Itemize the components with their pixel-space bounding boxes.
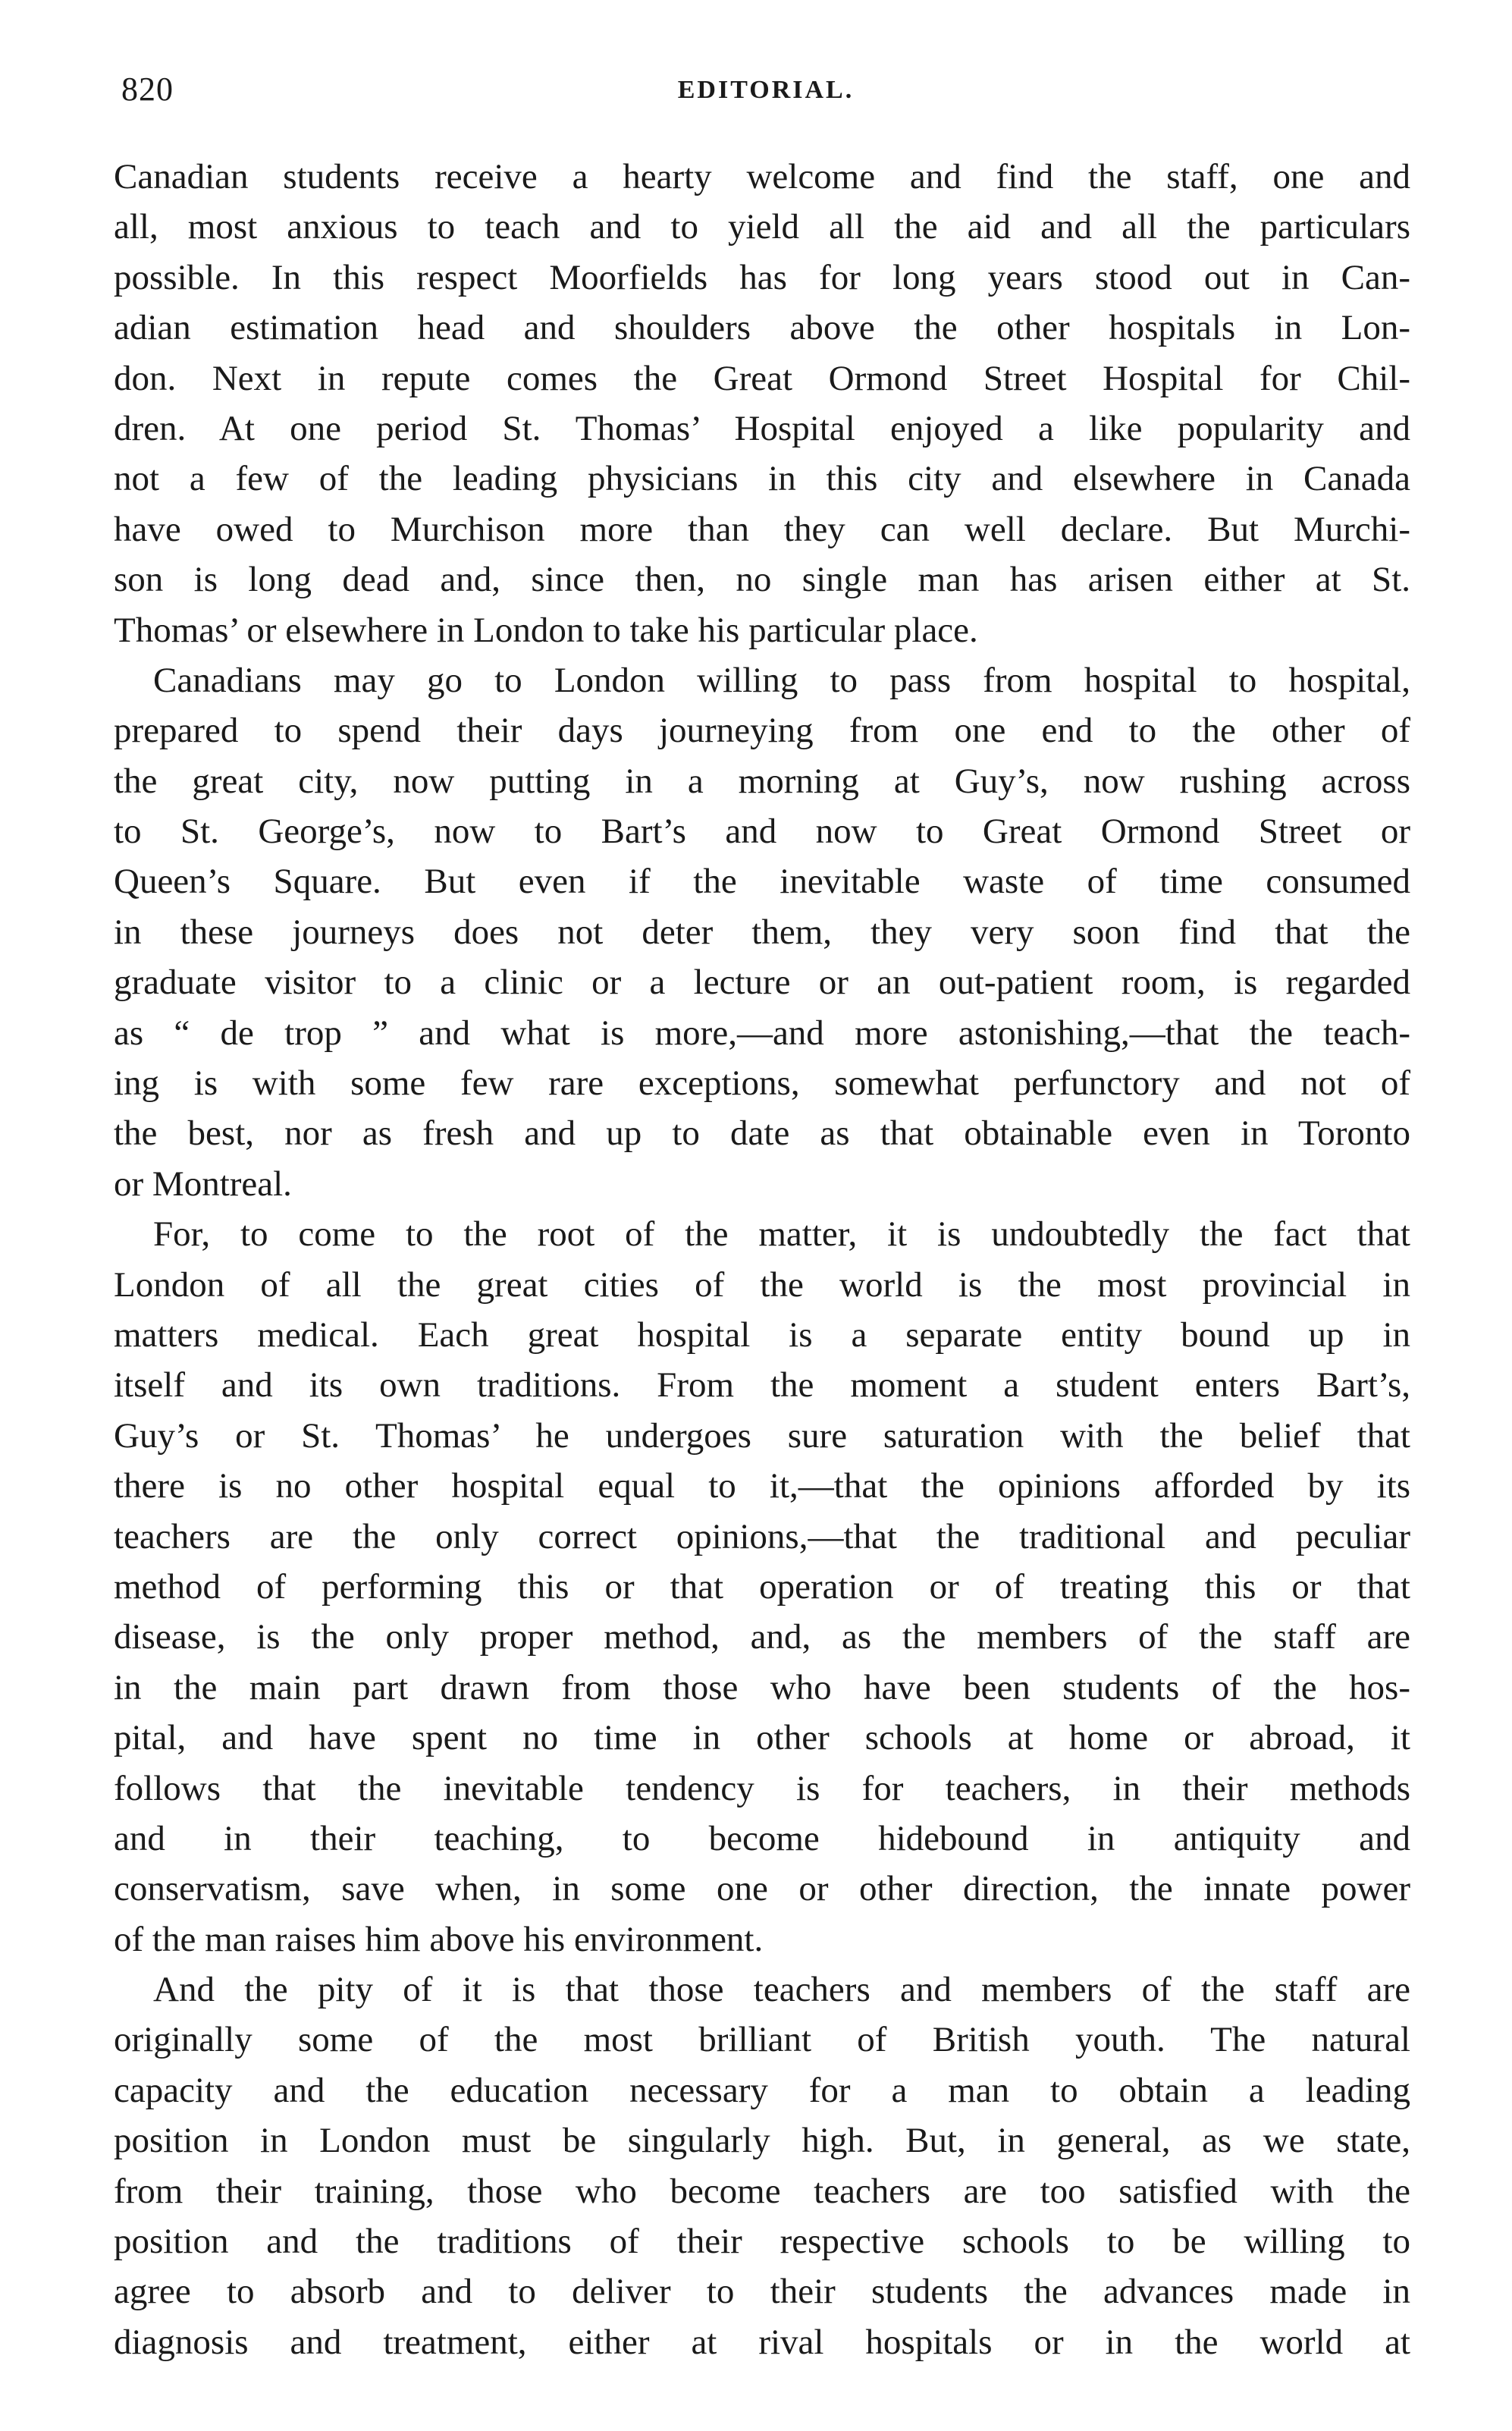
text-line: position and the traditions of their respective schools to be willing to: [114, 2222, 1410, 2262]
text-line: son is long dead and, since then, no single man has arisen either at St.: [114, 560, 1410, 600]
text-line: possible. In this respect Moorfields has for long years stood out in Can-: [114, 257, 1410, 297]
section-title: EDITORIAL.: [677, 76, 855, 104]
text-line: London of all the great cities of the world is the most provincial in: [114, 1264, 1410, 1305]
text-line: position in London must be singularly high. But, in general, as we state,: [114, 2121, 1410, 2161]
text-line: prepared to spend their days journeying from one end to the other of: [114, 711, 1410, 751]
text-line: For, to come to the root of the matter, it is undoubtedly the fact that: [153, 1214, 1410, 1255]
text-line: Thomas’ or elsewhere in London to take his particular place.: [114, 610, 978, 650]
paragraph: [114, 1209, 1410, 1965]
text-line: And the pity of it is that those teachers and members of the staff are: [153, 1970, 1410, 2010]
text-line: or Montreal.: [114, 1164, 292, 1204]
text-line: to St. George’s, now to Bart’s and now to Great Ormond Street or: [114, 812, 1410, 852]
body-text: [114, 152, 1410, 2367]
text-line: have owed to Murchison more than they can well declare. But Murchi-: [114, 509, 1410, 549]
text-line: graduate visitor to a clinic or a lecture or an out-patient room, is regarded: [114, 963, 1410, 1003]
running-head: [121, 70, 1410, 115]
text-line: the best, nor as fresh and up to date as that obtainable even in Toronto: [114, 1113, 1410, 1154]
text-line: Canadian students receive a hearty welcome and find the staff, one and: [114, 157, 1410, 196]
text-line: ing is with some few rare exceptions, somewhat perfunctory and not of: [114, 1063, 1410, 1104]
text-line: matters medical. Each great hospital is a separate entity bound up in: [114, 1314, 1410, 1355]
text-line: Queen’s Square. But even if the inevitable waste of time consumed: [114, 862, 1410, 902]
text-line: conservatism, save when, in some one or other direction, the innate power: [114, 1869, 1410, 1909]
text-line: there is no other hospital equal to it,—that the opinions afforded by its: [114, 1466, 1410, 1506]
text-line: as “ de trop ” and what is more,—and more astonishing,—that the teach-: [114, 1013, 1410, 1053]
text-line: the great city, now putting in a morning at Guy’s, now rushing across: [114, 761, 1410, 801]
text-line: don. Next in repute comes the Great Ormond Street Hospital for Chil-: [114, 358, 1410, 398]
text-line: of the man raises him above his environment.: [114, 1919, 764, 1959]
text-line: all, most anxious to teach and to yield all the aid and all the particulars: [114, 207, 1410, 247]
text-line: pital, and have spent no time in other schools at home or abroad, it: [114, 1718, 1410, 1758]
text-line: disease, is the only proper method, and, as the members of the staff are: [114, 1617, 1410, 1657]
page-number: 820: [121, 71, 174, 108]
text-line: dren. At one period St. Thomas’ Hospital enjoyed a like popularity and: [114, 408, 1410, 448]
text-line: in the main part drawn from those who have been students of the hos-: [114, 1667, 1410, 1707]
text-line: agree to absorb and to deliver to their students the advances made in: [114, 2272, 1410, 2312]
text-line: from their training, those who become teachers are too satisfied with the: [114, 2171, 1410, 2211]
text-line: in these journeys does not deter them, they very soon find that the: [114, 912, 1410, 952]
paragraph: [114, 1965, 1410, 2367]
text-line: not a few of the leading physicians in this city and elsewhere in Canada: [114, 459, 1410, 499]
paragraph: [114, 152, 1410, 655]
text-line: method of performing this or that operation or of treating this or that: [114, 1566, 1410, 1607]
text-line: and in their teaching, to become hidebound in antiquity and: [114, 1818, 1410, 1858]
text-line: Canadians may go to London willing to pass from hospital to hospital,: [153, 660, 1410, 700]
paragraph: [114, 655, 1410, 1209]
text-line: diagnosis and treatment, either at rival hospitals or in the world at: [114, 2322, 1410, 2362]
text-line: adian estimation head and shoulders above the other hospitals in Lon-: [114, 308, 1410, 348]
text-line: originally some of the most brilliant of British youth. The natural: [114, 2020, 1410, 2060]
text-line: itself and its own traditions. From the moment a student enters Bart’s,: [114, 1365, 1410, 1406]
text-line: capacity and the education necessary for a man to obtain a leading: [114, 2070, 1410, 2110]
text-line: follows that the inevitable tendency is for teachers, in their methods: [114, 1768, 1410, 1808]
text-line: teachers are the only correct opinions,—that the traditional and peculiar: [114, 1516, 1410, 1556]
text-line: Guy’s or St. Thomas’ he undergoes sure saturation with the belief that: [114, 1415, 1410, 1456]
